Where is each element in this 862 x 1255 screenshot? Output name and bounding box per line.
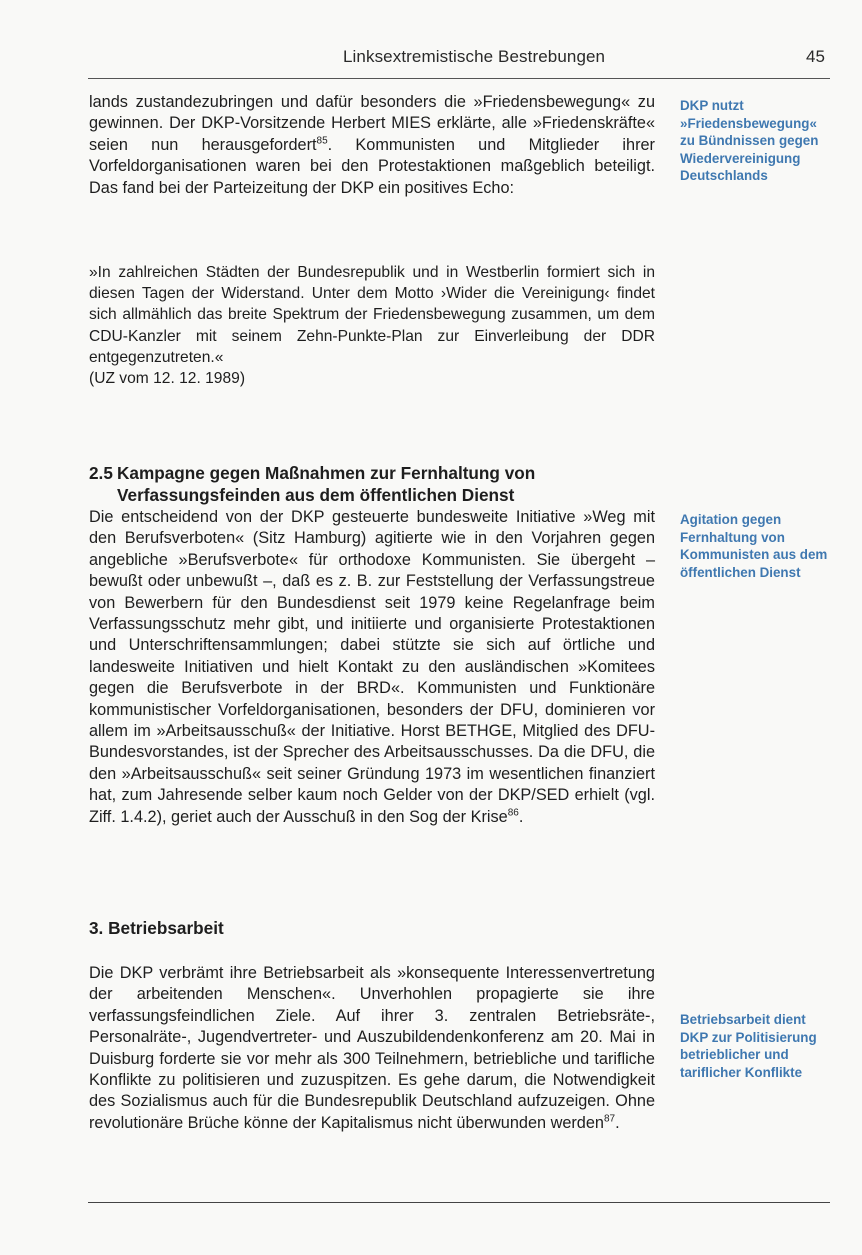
header-divider [88, 78, 830, 79]
section-3-text-before: Die DKP verbrämt ihre Betriebsarbeit als »konsequente Interessenvertretung der arbeitenden Menschen«. Unverhohlen propagierte sie ihre verfassungsfeindlichen Ziele. Auf ihrer 3. zentralen Betriebsräte-, Personalräte-, Jugendvertreter- und Auszubildendenkonferenz am 20. Mai in Duisburg forderte sie vor mehr als 300 Teilnehmern, betriebliche und tarifliche Konflikte zu politisieren und zuzuspitzen. Es gehe darum, die Notwendigkeit des Sozialismus auch für die Bundesrepublik Deutschland aufzuzeigen. Ohne revolutionäre Brüche könne der Kapitalismus nicht überwunden werden [89, 964, 655, 1132]
intro-text [89, 92, 655, 199]
footnote-ref-85: 85 [316, 135, 328, 147]
margin-note-betriebsarbeit: Betriebsarbeit dient DKP zur Politisierung betrieblicher und tariflicher Konflikte [680, 1012, 817, 1080]
section-heading-2-5 [89, 462, 655, 506]
margin-note-friedensbewegung: DKP nutzt »Friedensbewegung« zu Bündnissen gegen Wiedervereinigung Deutschlands [680, 98, 819, 184]
section-heading-3: 3. Betriebsarbeit [89, 918, 224, 938]
section-2-5-text-after: . [518, 807, 524, 826]
section-number: 2.5 [89, 463, 113, 483]
section-3-text [89, 963, 655, 1134]
section-2-5-text [89, 507, 655, 828]
quote-text: »In zahlreichen Städten der Bundesrepublik und in Westberlin formiert sich in diesen Tagen der Widerstand. Unter dem Motto ›Wider die Vereinigung‹ findet sich allmählich das breite Spektrum der Friedensbewegung zusammen, um dem CDU-Kanzler mit seinem Zehn-Punkte-Plan zur Einverleibung der DDR entgegenzutreten.« [89, 264, 655, 366]
quote-source: (UZ vom 12. 12. 1989) [89, 370, 246, 388]
footer-divider [88, 1202, 830, 1203]
section-title: Kampagne gegen Maßnahmen zur Fernhaltung von Verfassungsfeinden aus dem öffentlichen Dienst [117, 463, 536, 505]
section-3-body [89, 963, 655, 1134]
footnote-ref-87: 87 [603, 1113, 616, 1125]
footnote-ref-86: 86 [507, 807, 519, 819]
intro-text-after: . Kommunisten und Mitglieder ihrer Vorfeldorganisationen waren bei den Protestaktionen maßgeblich beteiligt. Das fand bei der Parteizeitung der DKP ein positives Echo: [89, 135, 655, 197]
section-2-5-body [89, 507, 655, 828]
section-2-5-text-before: Die entscheidend von der DKP gesteuerte bundesweite Initiative »Weg mit den Berufsverboten« (Sitz Hamburg) agitierte wie in den Vorjahren gegen angebliche »Berufsverbote« für orthodoxe Kommunisten. Sie übergeht – bewußt oder unbewußt –, daß es z. B. zur Feststellung der Verfassungstreue von Bewerbern für den Bundesdienst seit 1979 keine Regelanfrage beim Verfassungsschutz mehr gibt, und initiierte und organisierte Protestaktionen und Unterschriftensammlungen; dabei stützte sie sich auf örtliche und landesweite Initiativen und hielt Kontakt zu den ausländischen »Komitees gegen die Berufsverbote in der BRD«. Kommunisten und Funktionäre kommunistischer Vorfeldorganisationen, besonders der DFU, dominieren vor allem im »Arbeitsausschuß« der Initiative. Horst BETHGE, Mitglied des DFU-Bundesvorstandes, ist der Sprecher des Arbeitsausschusses. Da die DFU, die den »Arbeitsausschuß« seit seiner Gründung 1973 im wesentlichen finanziert hat, zum Jahresende selber kaum noch Gelder von der DKP/SED erhielt (vgl. Ziff. 1.4.2), geriet auch der Ausschuß in den Sog der Krise [89, 508, 655, 826]
running-header: Linksextremistische Bestrebungen [343, 47, 606, 66]
margin-note-agitation: Agitation gegen Fernhaltung von Kommunisten aus dem öffentlichen Dienst [680, 512, 828, 580]
quote-block [89, 262, 655, 389]
section-3-text-after: . [615, 1113, 620, 1132]
page-number: 45 [806, 47, 825, 66]
intro-text-before: lands zustandezubringen und dafür besonders die »Friedensbewegung« zu gewinnen. Der DKP-Vorsitzende Herbert MIES erklärte, alle »Friedenskräfte« seien nun herausgefordert [89, 93, 655, 154]
intro-paragraph [89, 92, 655, 199]
